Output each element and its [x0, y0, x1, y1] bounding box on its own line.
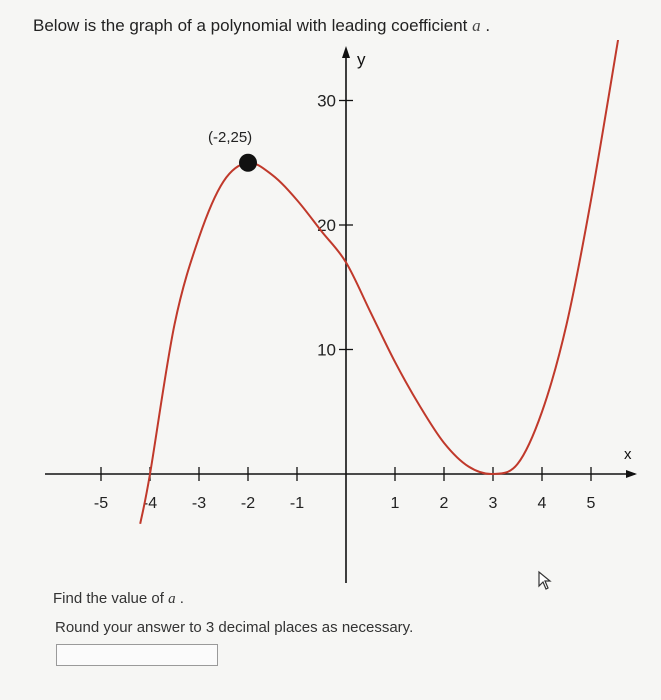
graph-axes — [45, 46, 637, 583]
x-tick-label: -4 — [142, 495, 158, 512]
x-tick-label: 3 — [488, 495, 498, 512]
question-intro-text: Below is the graph of a polynomial with leading coefficient — [33, 16, 468, 35]
x-tick-label: 4 — [537, 495, 547, 512]
x-axis-arrow-icon — [626, 470, 637, 478]
maximum-point-label: (-2,25) — [208, 128, 253, 146]
y-axis-label: y — [357, 50, 366, 69]
polynomial-graph — [0, 40, 661, 585]
polynomial-curve — [140, 40, 620, 524]
find-prefix: Find the value of — [53, 590, 164, 607]
graph-ticks — [94, 92, 596, 513]
mouse-pointer-icon — [536, 570, 556, 592]
x-axis-label: x — [624, 446, 632, 463]
x-tick-label: 2 — [439, 495, 449, 512]
answer-input[interactable] — [56, 644, 218, 666]
find-instruction — [53, 590, 184, 608]
x-tick-label: 1 — [390, 495, 400, 512]
x-tick-label: -1 — [289, 495, 305, 512]
y-tick-label: 10 — [317, 340, 336, 360]
y-tick-label: 20 — [317, 216, 336, 235]
title-period: . — [485, 16, 491, 35]
x-tick-label: -3 — [191, 495, 207, 512]
y-axis-arrow-icon — [342, 46, 350, 58]
x-tick-label: -5 — [93, 495, 109, 512]
find-period: . — [179, 590, 184, 607]
x-tick-label: 5 — [586, 495, 596, 512]
x-tick-label: -2 — [240, 495, 256, 512]
find-variable: a — [168, 591, 176, 607]
maximum-point — [239, 154, 257, 172]
rounding-instruction: Round your answer to 3 decimal places as necessary. — [55, 619, 414, 636]
y-tick-label: 30 — [317, 91, 336, 111]
question-title — [33, 16, 490, 36]
leading-coefficient-variable: a — [472, 16, 481, 35]
graph-annotation — [208, 129, 257, 172]
